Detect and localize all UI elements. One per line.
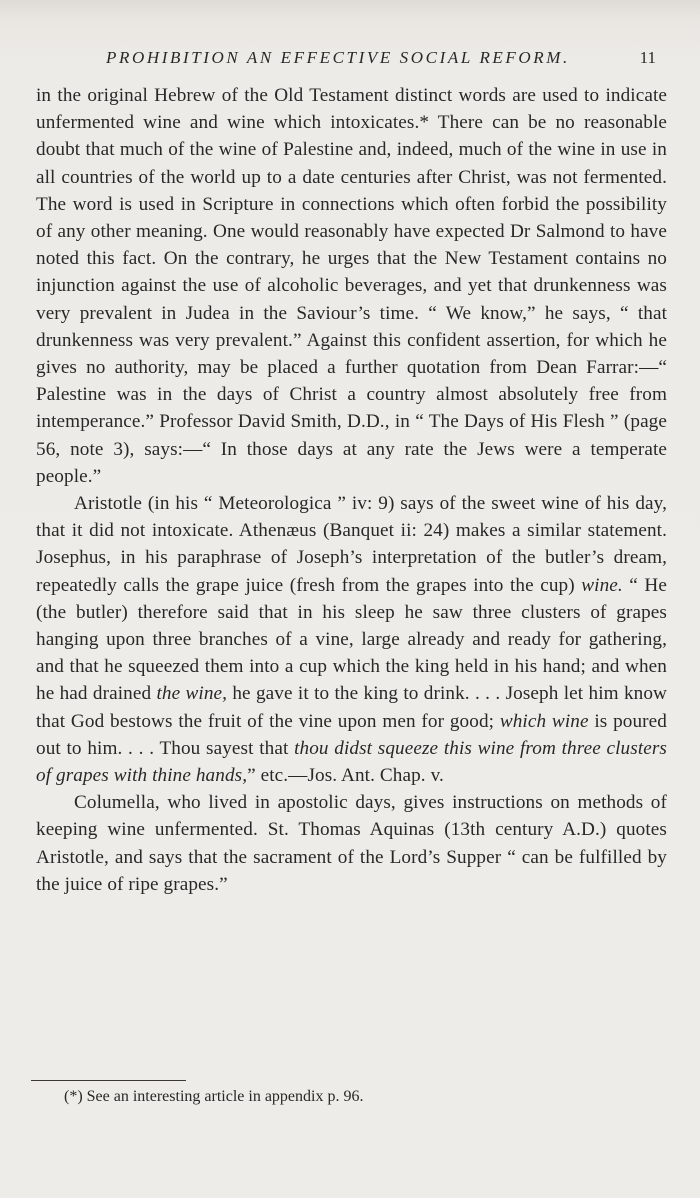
paragraph-2 (36, 490, 667, 789)
paragraph-2-text: he gave it to the king to drink. . . . Joseph let him know that God bestows the fruit of the vine upon men for good; (36, 683, 667, 732)
paragraph-2-text: “ He (the butler) therefore said that in his sleep he saw three clusters of grapes hanging upon three branches of a vine, large already and ready for gathering, and that he squeezed them into a cup which the king held in his hand; and when he had drained (36, 574, 668, 705)
paragraph-2-emphasis: the wine, (156, 683, 228, 705)
paragraph-2-text: Aristotle (in his “ Meteorologica ” iv: 9) says of the sweet wine of his day, that it did not intoxicate. Athenæus (Banquet ii: 24) makes a similar statement. Josephus, in his paraphrase of Joseph’s interpretation of the butler’s dream, repeatedly calls the grape juice (fresh from the grapes into the cup) (36, 493, 667, 596)
body-text (36, 82, 667, 898)
footnote: (*) See an interesting article in appendix p. 96. (64, 1088, 364, 1105)
running-title: PROHIBITION AN EFFECTIVE SOCIAL REFORM. (106, 48, 570, 67)
paragraph-2-emphasis: wine. (581, 574, 623, 596)
paragraph-2-emphasis: thou didst squeeze this wine from three clusters of grapes with thine hands, (36, 737, 667, 787)
paragraph-1: in the original Hebrew of the Old Testament distinct words are used to indicate unfermented wine and wine which intoxicates.* There can be no reasonable doubt that much of the wine of Palestine and, indeed, much of the wine in use in all countries of the world up to a date centuries after Christ, was not fermented. The word is used in Scripture in connections which often forbid the possibility of any other meaning. One would reasonably have expected Dr Salmond to have noted this fact. On the contrary, he urges that the New Testament contains no injunction against the use of alcoholic beverages, and yet that drunkenness was very prevalent in Judea in the Saviour’s time. “ We know,” he says, “ that drunkenness was very prevalent.” Against this confident assertion, for which he gives no authority, may be placed a further quotation from Dean Farrar:—“ Palestine was in the days of Christ a country almost absolutely free from intemperance.” Professor David Smith, D.D., in “ The Days of His Flesh ” (page 56, note 3), says:—“ In those days at any rate the Jews were a temperate people.” (36, 85, 667, 487)
paragraph-2-emphasis: which wine (499, 710, 589, 732)
paragraph-2-text: is poured out to him. . . . Thou sayest that (36, 710, 667, 759)
paragraph-2-text: ” etc.—Jos. Ant. Chap. v. (247, 765, 444, 787)
running-head (36, 48, 656, 72)
paragraph-3: Columella, who lived in apostolic days, gives instructions on methods of keeping wine unfermented. St. Thomas Aquinas (13th century A.D.) quotes Aristotle, and says that the sacrament of the Lord’s Supper “ can be fulfilled by the juice of ripe grapes.” (36, 792, 667, 895)
footnote-divider (31, 1080, 186, 1081)
page-number: 11 (639, 48, 656, 67)
